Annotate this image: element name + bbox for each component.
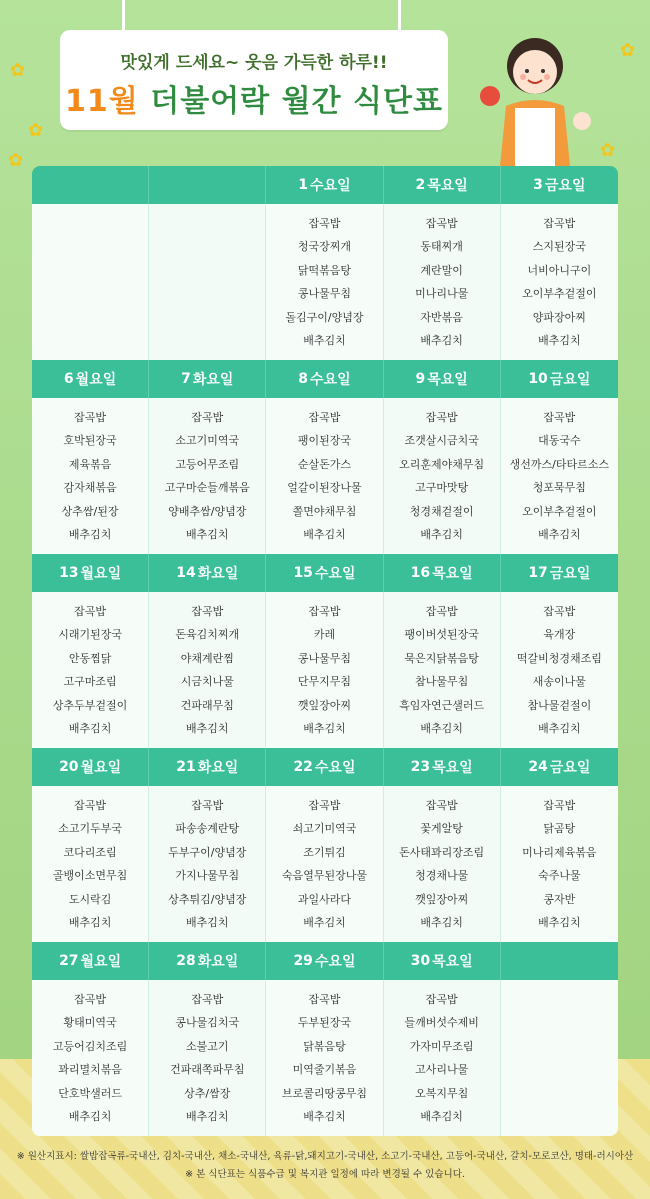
menu-item: 배추김치 xyxy=(303,334,346,347)
menu-item: 소불고기 xyxy=(186,1039,229,1053)
menu-item: 콩자반 xyxy=(543,892,576,906)
day-of-week: 수요일 xyxy=(310,372,351,388)
menu-item: 깻잎장아찌 xyxy=(415,892,469,906)
day-header xyxy=(32,166,149,204)
menu-item: 잡곡밥 xyxy=(425,798,458,812)
menu-item: 꽈리멸치볶음 xyxy=(58,1063,122,1076)
day-menu-cell xyxy=(384,786,501,942)
day-header xyxy=(266,748,383,786)
menu-item: 잡곡밥 xyxy=(191,798,224,812)
menu-item: 배추김치 xyxy=(186,722,229,735)
chef-illustration-icon xyxy=(470,26,600,166)
day-of-week: 목요일 xyxy=(432,954,473,970)
hanging-string xyxy=(122,0,125,32)
origin-notice: ※ 원산지표시: 쌀밥잡곡류-국내산, 김치-국내산, 채소-국내산, 육류-닭,돼지고기-국내산, 소고기-국내산, 고등어-국내산, 갈치-모로코산, 명태-러시아산 xyxy=(16,1151,634,1162)
menu-item: 청경채겉절이 xyxy=(409,504,474,518)
menu-item: 배추김치 xyxy=(420,334,463,347)
menu-item: 스지된장국 xyxy=(532,240,586,253)
week-menu-row xyxy=(32,592,618,748)
menu-item: 배추김치 xyxy=(68,916,112,929)
menu-item: 쫄면야채무침 xyxy=(292,504,357,518)
day-number: 14 xyxy=(176,565,196,581)
day-number: 29 xyxy=(293,953,313,969)
menu-item: 배추김치 xyxy=(420,528,463,541)
menu-item: 도시락김 xyxy=(68,892,112,906)
menu-item: 팽이된장국 xyxy=(297,434,352,447)
menu-item: 대동국수 xyxy=(538,434,581,447)
menu-item: 얼갈이된장나물 xyxy=(287,481,362,494)
menu-item: 잡곡밥 xyxy=(191,992,224,1006)
menu-item: 미역줄기볶음 xyxy=(292,1063,357,1076)
day-of-week: 목요일 xyxy=(432,566,473,582)
menu-item: 야채계란찜 xyxy=(180,651,234,665)
menu-item: 두부구이/양념장 xyxy=(168,845,247,859)
title-card xyxy=(60,30,448,130)
flower-icon: ✿ xyxy=(620,40,636,61)
day-menu-cell xyxy=(501,398,618,554)
day-menu-cell xyxy=(149,592,266,748)
day-of-week: 목요일 xyxy=(427,178,468,194)
day-of-week: 목요일 xyxy=(427,372,468,388)
menu-item: 배추김치 xyxy=(538,528,581,541)
day-of-week: 월요일 xyxy=(80,566,122,582)
day-of-week: 금요일 xyxy=(549,372,591,388)
day-header xyxy=(32,942,149,980)
day-of-week: 월요일 xyxy=(80,954,122,970)
menu-item: 잡곡밥 xyxy=(425,216,458,230)
day-menu-cell xyxy=(501,204,618,360)
day-number: 27 xyxy=(59,953,79,969)
day-menu-cell xyxy=(149,398,266,554)
menu-item: 골뱅이소면무침 xyxy=(52,869,128,882)
menu-item: 닭볶음탕 xyxy=(303,1039,346,1053)
day-menu-cell xyxy=(32,786,149,942)
menu-item: 잡곡밥 xyxy=(425,410,458,424)
day-number: 15 xyxy=(293,565,313,581)
menu-item: 닭곰탕 xyxy=(543,822,576,835)
day-header xyxy=(149,554,266,592)
menu-item: 참나물겉절이 xyxy=(527,698,592,712)
menu-item: 잡곡밥 xyxy=(308,992,341,1006)
menu-item: 단무지무침 xyxy=(297,675,352,688)
day-number: 17 xyxy=(528,565,548,581)
menu-item: 흑임자연근샐러드 xyxy=(399,698,485,712)
menu-item: 배추김치 xyxy=(68,722,112,735)
day-menu-cell xyxy=(266,786,383,942)
change-notice: ※ 본 식단표는 식품수급 및 복지관 일정에 따라 변경될 수 있습니다. xyxy=(185,1169,465,1180)
menu-item: 돈육김치찌개 xyxy=(175,628,240,641)
menu-item: 코다리조림 xyxy=(63,845,117,859)
menu-item: 잡곡밥 xyxy=(543,798,576,812)
menu-item: 배추김치 xyxy=(186,1110,229,1123)
day-of-week: 목요일 xyxy=(432,760,473,776)
menu-item: 배추김치 xyxy=(538,722,581,735)
menu-item: 숙주나물 xyxy=(538,869,581,882)
menu-item: 묵은지닭볶음탕 xyxy=(404,651,479,665)
day-of-week: 화요일 xyxy=(197,954,239,970)
menu-item: 청포묵무침 xyxy=(532,481,586,494)
menu-item: 브로콜리땅콩무침 xyxy=(281,1086,367,1100)
menu-item: 쇠고기미역국 xyxy=(292,822,357,835)
day-header xyxy=(149,360,266,398)
menu-item: 배추김치 xyxy=(303,528,346,541)
menu-item: 잡곡밥 xyxy=(308,798,341,812)
day-menu-cell xyxy=(384,204,501,360)
day-header xyxy=(384,360,501,398)
menu-item: 청경채나물 xyxy=(415,869,469,882)
menu-item: 순살돈가스 xyxy=(297,457,352,471)
menu-item: 들깨버섯수제비 xyxy=(404,1016,479,1029)
day-of-week: 금요일 xyxy=(549,760,591,776)
menu-item: 오이부추겉절이 xyxy=(522,504,597,518)
day-menu-cell xyxy=(266,204,383,360)
menu-item: 청국장찌개 xyxy=(297,240,352,253)
menu-item: 배추김치 xyxy=(420,722,463,735)
menu-item: 참나물무침 xyxy=(415,675,469,688)
week-header-row xyxy=(32,748,618,786)
menu-item: 배추김치 xyxy=(538,916,581,929)
week-menu-row xyxy=(32,980,618,1136)
day-menu-cell xyxy=(501,592,618,748)
day-number: 22 xyxy=(293,759,313,775)
menu-item: 고사리나물 xyxy=(415,1063,469,1076)
day-number: 28 xyxy=(176,953,196,969)
week-header-row xyxy=(32,166,618,204)
day-header xyxy=(384,942,501,980)
day-header xyxy=(32,748,149,786)
day-menu-cell xyxy=(266,398,383,554)
menu-item: 돌김구이/양념장 xyxy=(285,310,364,324)
hanging-string xyxy=(398,0,401,32)
menu-item: 잡곡밥 xyxy=(425,604,458,618)
menu-item: 잡곡밥 xyxy=(308,604,341,618)
menu-item: 단호박샐러드 xyxy=(58,1086,122,1100)
day-of-week: 수요일 xyxy=(314,760,356,776)
menu-item: 두부된장국 xyxy=(297,1016,352,1029)
menu-item: 상추두부겉절이 xyxy=(52,698,128,712)
day-header xyxy=(384,554,501,592)
day-menu-cell xyxy=(384,980,501,1136)
day-menu-cell xyxy=(32,980,149,1136)
menu-item: 깻잎장아찌 xyxy=(297,698,352,712)
menu-item: 꽃게알탕 xyxy=(420,822,463,835)
day-of-week: 금요일 xyxy=(549,566,591,582)
day-number: 9 xyxy=(415,371,426,387)
week-header-row xyxy=(32,360,618,398)
day-menu-cell xyxy=(384,592,501,748)
menu-item: 새송이나물 xyxy=(532,675,586,688)
menu-item: 닭떡볶음탕 xyxy=(297,263,352,277)
day-number: 24 xyxy=(528,759,548,775)
menu-item: 감자채볶음 xyxy=(63,481,117,494)
menu-item: 동태찌개 xyxy=(420,240,463,253)
menu-item: 배추김치 xyxy=(68,1110,112,1123)
menu-item: 콩나물김치국 xyxy=(175,1016,240,1029)
menu-item: 배추김치 xyxy=(186,916,229,929)
day-header xyxy=(32,554,149,592)
day-of-week: 수요일 xyxy=(310,178,351,194)
menu-item: 미나리나물 xyxy=(415,287,469,300)
day-number: 3 xyxy=(533,177,543,193)
menu-item: 고구마조림 xyxy=(63,675,117,688)
menu-item: 조갯살시금치국 xyxy=(404,434,479,447)
menu-item: 시래기된장국 xyxy=(58,628,122,641)
menu-item: 육개장 xyxy=(543,628,576,641)
week-header-row xyxy=(32,554,618,592)
day-number: 21 xyxy=(176,759,196,775)
day-header xyxy=(384,166,501,204)
day-header xyxy=(266,166,383,204)
menu-item: 오복지무침 xyxy=(415,1086,469,1100)
day-of-week: 화요일 xyxy=(197,566,239,582)
day-menu-cell xyxy=(266,592,383,748)
menu-item: 가지나물무침 xyxy=(175,869,240,882)
day-number: 16 xyxy=(410,565,431,581)
day-header xyxy=(501,166,618,204)
menu-item: 시금치나물 xyxy=(180,675,234,688)
menu-item: 건파래무침 xyxy=(180,698,234,712)
menu-item: 배추김치 xyxy=(303,722,346,735)
menu-item: 잡곡밥 xyxy=(74,992,107,1006)
menu-item: 미나리제육볶음 xyxy=(522,845,597,859)
day-of-week: 수요일 xyxy=(314,566,356,582)
menu-item: 오리훈제야채무침 xyxy=(399,457,485,471)
day-header xyxy=(501,748,618,786)
menu-item: 배추김치 xyxy=(420,1110,463,1123)
day-header xyxy=(501,942,618,980)
menu-item: 양배추쌈/양념장 xyxy=(168,504,247,518)
day-of-week: 수요일 xyxy=(314,954,356,970)
menu-item: 팽이버섯된장국 xyxy=(404,628,479,641)
day-menu-cell xyxy=(149,980,266,1136)
menu-item: 배추김치 xyxy=(303,1110,346,1123)
day-header xyxy=(149,166,266,204)
day-number: 13 xyxy=(59,565,79,581)
day-header xyxy=(266,554,383,592)
day-number: 23 xyxy=(410,759,431,775)
day-header xyxy=(149,748,266,786)
title-month: 11월 xyxy=(65,84,139,119)
flower-icon: ✿ xyxy=(10,60,26,81)
day-header xyxy=(384,748,501,786)
menu-item: 양파장아찌 xyxy=(532,310,586,324)
menu-item: 너비아니구이 xyxy=(527,263,592,277)
day-menu-cell xyxy=(149,786,266,942)
menu-item: 자반볶음 xyxy=(420,310,463,324)
week-menu-row xyxy=(32,204,618,360)
flower-icon: ✿ xyxy=(28,120,44,141)
flower-icon: ✿ xyxy=(8,150,24,171)
day-number: 20 xyxy=(59,759,79,775)
menu-item: 잡곡밥 xyxy=(543,216,576,230)
menu-item: 고구마맛탕 xyxy=(415,481,469,494)
day-number: 7 xyxy=(181,371,191,387)
menu-item: 파송송계란탕 xyxy=(175,822,240,835)
day-number: 8 xyxy=(298,371,309,387)
menu-item: 잡곡밥 xyxy=(191,604,224,618)
menu-item: 계란말이 xyxy=(420,263,463,277)
day-menu-cell xyxy=(32,398,149,554)
menu-table xyxy=(32,166,618,1136)
day-of-week: 월요일 xyxy=(75,372,117,388)
day-header xyxy=(149,942,266,980)
day-of-week: 화요일 xyxy=(197,760,239,776)
menu-item: 떡갈비청경채조림 xyxy=(516,651,602,665)
menu-item: 건파래쪽파무침 xyxy=(170,1063,245,1076)
menu-item: 잡곡밥 xyxy=(425,992,458,1006)
day-number: 6 xyxy=(63,371,74,387)
day-header xyxy=(266,942,383,980)
menu-item: 잡곡밥 xyxy=(543,604,576,618)
page-title xyxy=(60,76,448,120)
menu-item: 잡곡밥 xyxy=(74,410,107,424)
week-header-row xyxy=(32,942,618,980)
title-text: 더불어락 월간 식단표 xyxy=(138,84,443,119)
day-of-week: 금요일 xyxy=(544,178,586,194)
menu-item: 돈사태꽈리장조림 xyxy=(399,845,485,859)
menu-item: 고등어무조림 xyxy=(175,457,240,471)
day-number: 30 xyxy=(410,953,431,969)
menu-item: 배추김치 xyxy=(420,916,463,929)
menu-item: 과일사라다 xyxy=(297,892,352,906)
day-menu-cell xyxy=(501,980,618,1136)
menu-item: 오이부추겉절이 xyxy=(522,287,597,300)
day-number: 2 xyxy=(415,177,426,193)
menu-item: 소고기두부국 xyxy=(58,822,122,835)
menu-item: 콩나물무침 xyxy=(297,651,352,665)
menu-item: 숙음열무된장나물 xyxy=(281,869,367,882)
menu-item: 배추김치 xyxy=(68,528,112,541)
menu-item: 배추김치 xyxy=(538,334,581,347)
menu-item: 고등어김치조림 xyxy=(52,1039,128,1053)
menu-item: 안동찜닭 xyxy=(68,651,112,665)
day-menu-cell xyxy=(501,786,618,942)
menu-item: 조기튀김 xyxy=(303,845,346,859)
menu-item: 콩나물무침 xyxy=(297,287,352,300)
flower-icon: ✿ xyxy=(600,140,616,161)
menu-item: 생선까스/타타르소스 xyxy=(509,457,610,471)
menu-item: 가자미무조림 xyxy=(409,1039,474,1053)
day-header xyxy=(501,360,618,398)
day-menu-cell xyxy=(32,592,149,748)
menu-item: 잡곡밥 xyxy=(308,410,341,424)
day-number: 10 xyxy=(528,371,548,387)
menu-item: 상추튀김/양념장 xyxy=(168,892,247,906)
menu-item: 상추/쌈장 xyxy=(184,1086,231,1100)
menu-item: 고구마순들깨볶음 xyxy=(164,481,250,494)
menu-item: 상추쌈/된장 xyxy=(61,504,119,518)
menu-item: 잡곡밥 xyxy=(74,798,107,812)
menu-item: 카레 xyxy=(313,628,336,641)
menu-item: 잡곡밥 xyxy=(74,604,107,618)
week-menu-row xyxy=(32,786,618,942)
day-of-week: 화요일 xyxy=(192,372,234,388)
day-number: 1 xyxy=(298,177,309,193)
menu-item: 배추김치 xyxy=(303,916,346,929)
day-menu-cell xyxy=(266,980,383,1136)
page-subtitle: 맛있게 드세요~ 웃음 가득한 하루!! xyxy=(120,53,388,73)
day-header xyxy=(266,360,383,398)
menu-item: 황태미역국 xyxy=(63,1016,117,1029)
menu-item: 제육볶음 xyxy=(68,457,112,471)
day-of-week: 월요일 xyxy=(80,760,122,776)
menu-item: 소고기미역국 xyxy=(175,434,240,447)
week-menu-row xyxy=(32,398,618,554)
menu-item: 잡곡밥 xyxy=(308,216,341,230)
day-menu-cell xyxy=(384,398,501,554)
day-header xyxy=(32,360,149,398)
footer xyxy=(0,1148,650,1184)
menu-item: 잡곡밥 xyxy=(543,410,576,424)
menu-item: 잡곡밥 xyxy=(191,410,224,424)
day-menu-cell xyxy=(149,204,266,360)
day-header xyxy=(501,554,618,592)
menu-item: 호박된장국 xyxy=(63,434,117,447)
menu-item: 배추김치 xyxy=(186,528,229,541)
day-menu-cell xyxy=(32,204,149,360)
